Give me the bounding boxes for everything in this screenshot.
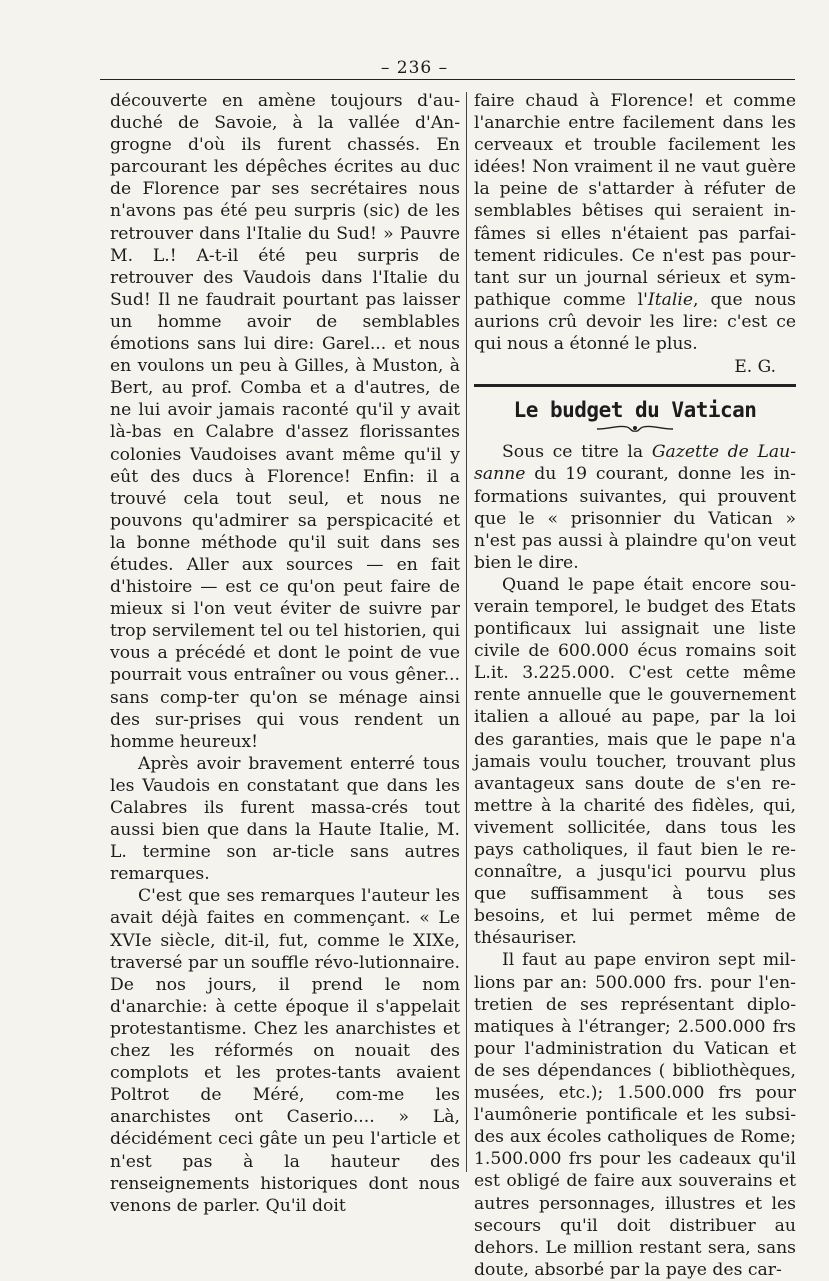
- paragraph: C'est que ses remarques l'auteur les avait déjà faites en commençant. « Le XVIe siècle, dit-il, fut, comme le XIXe, traversé par un souffle révo-lutionnaire. De nos jours, il prend le nom d'anarchie: à cette époque il s'appelait protestantisme. Chez les anarchistes et chez les réformés on nouait des complots et les protes-tants avaient Poltrot de Méré, com-me les anarchistes ont Caserio.... » Là, décidément ceci gâte un peu l'article et n'est pas à la hauteur des renseignements historiques dont nous venons de parler. Qu'il doit: [110, 886, 460, 1216]
- ornament-icon: [595, 423, 675, 435]
- header-rule: [100, 79, 795, 80]
- article-title: Le budget du Vatican: [513, 398, 757, 423]
- right-column: [474, 90, 796, 1281]
- left-column: [110, 90, 460, 1217]
- paragraph-continuation: [474, 90, 796, 355]
- continuation-text: faire chaud à Florence! et comme l'anarchie entre facilement dans les cerveaux et trouble facilement les idées! Non vraiment il ne vaut guère la peine de s'attarder à réfuter de semblables bêtises qui seraient in-fâmes si elles n'étaient pas parfai-tement ridicules. Ce n'est pas pour-tant sur un journal sérieux et sym-pathique comme l': [474, 91, 796, 310]
- paragraph: [474, 441, 796, 574]
- page-number: – 236 –: [380, 58, 449, 78]
- paragraph: Après avoir bravement enterré tous les Vaudois en constatant que dans les Calabres ils furent massa-crés tout aussi bien que dans la Haute Italie, M. L. termine son ar-ticle sans autres remarques.: [110, 753, 460, 885]
- paragraph: Quand le pape était encore sou-verain temporel, le budget des Etats pontificaux lui assignait une liste civile de 600.000 écus romains soit L.it. 3.225.000. C'est cette même rente annuelle que le gouvernement italien a alloué au pape, par la loi des garanties, mais que le pape n'a jamais voulu toucher, trouvant plus avantageux sans doute de s'en re-mettre à la charité des fidèles, qui, vivement sollicitée, dans tous les pays catholiques, il faut bien le re-connaître, a jusqu'ici pourvu plus que suffisamment à tous ses besoins, et lui permet même de thésauriser.: [474, 574, 796, 949]
- column-divider: [466, 92, 467, 1172]
- p1-end: du 19 courant, donne les in-formations suivantes, qui prouvent que le « prisonnier du Vatican » n'est pas aussi à plaindre qu'on veut bien le dire.: [474, 464, 796, 573]
- author-signature: E. G.: [734, 357, 776, 378]
- continuation-end: , que nous aurions crû devoir les lire: c'est ce qui nous a étonné le plus.: [474, 289, 796, 355]
- paragraph: découverte en amène toujours d'au-duché de Savoie, à la vallée d'An-grogne d'où ils furent chassés. En parcourant les dépêches écrites au duc de Florence par ses secrétaires nous n'avons pas été peu surpris (sic) de les retrouver dans l'Italie du Sud! » Pauvre M. L.! A-t-il été peu surpris de retrouver des Vaudois dans l'Italie du Sud! Il ne faudrait pourtant pas laisser un homme avoir de semblables émotions sans lui dire: Garel... et nous en voulons un peu à Gilles, à Muston, à Bert, au prof. Comba et a d'autres, de ne lui avoir jamais raconté qu'il y avait là-bas en Calabre d'assez florissantes colonies Vaudoises avant même qu'il y eût des ducs à Florence! Enfin: il a trouvé cela tout seul, et nous ne pouvons qu'admirer sa perspicacité et la bonne méthode qu'il suit dans ses études. Aller aux sources — en fait d'histoire — est ce qu'on peut faire de mieux si l'on veut éviter de suivre par trop servilement tel ou tel historien, qui vous a précédé et dont le point de vue pourrait vous entraîner ou vous gêner... sans comp-ter qu'on se ménage ainsi des sur-prises qui vous rendent un homme heureux!: [110, 91, 460, 752]
- section-rule: [474, 384, 796, 387]
- italic-title: Italie: [647, 289, 694, 310]
- italic-newspaper: Gazette de Lau-sanne: [474, 442, 797, 485]
- paragraph: Il faut au pape environ sept mil-lions par an: 500.000 frs. pour l'en-tretien de ses représentant diplo-matiques à l'étranger; 2.500.000 frs pour l'administration du Vatican et de ses dépendances ( bibliothèques, musées, etc.); 1.500.000 frs pour l'aumônerie pontificale et les subsi-des aux écoles catholiques de Rome; 1.500.000 frs pour les cadeaux qu'il est obligé de faire aux souverains et autres personnages, illustres et les secours qu'il doit distribuer au dehors. Le million restant sera, sans doute, absorbé par la paye des car-: [474, 950, 796, 1280]
- p1-start: Sous ce titre la: [502, 442, 652, 463]
